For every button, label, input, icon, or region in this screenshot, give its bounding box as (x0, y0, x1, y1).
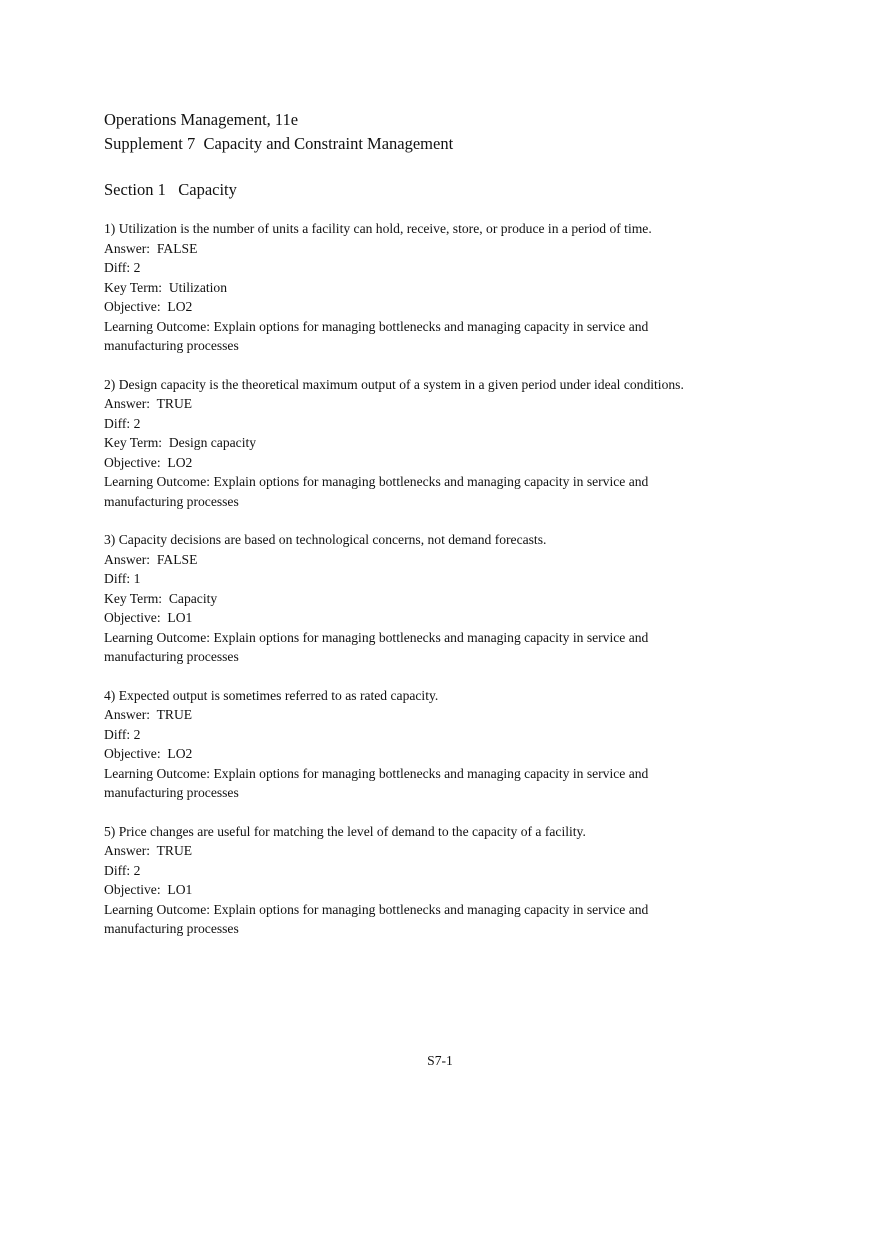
learning-outcome: Learning Outcome: Explain options for managing bottlenecks and managing capacity in service and manufacturing processes (104, 629, 649, 664)
question-item (104, 686, 704, 803)
question-list (104, 219, 704, 939)
answer: Answer: FALSE (104, 240, 198, 256)
answer: Answer: TRUE (104, 396, 193, 411)
difficulty: Diff: 2 (104, 862, 141, 878)
question-text: 4) Expected output is sometimes referred to as rated capacity. (104, 687, 439, 703)
answer: Answer: FALSE (104, 551, 198, 567)
key-term: Key Term: Capacity (104, 590, 218, 606)
difficulty: Diff: 2 (104, 415, 141, 431)
question-text: 5) Price changes are useful for matching the level of demand to the capacity of a facility. (104, 823, 586, 839)
question-text: 2) Design capacity is the theoretical maximum output of a system in a given period under ideal conditions. (104, 376, 684, 392)
objective: Objective: LO2 (104, 299, 193, 314)
page-number: S7-1 (427, 1053, 453, 1068)
section-title: Section 1 Capacity (104, 180, 237, 199)
key-term: Key Term: Utilization (104, 279, 228, 295)
key-term: Key Term: Design capacity (104, 435, 257, 450)
objective: Objective: LO1 (104, 610, 193, 625)
question-text: 1) Utilization is the number of units a facility can hold, receive, store, or produce in a period of time. (104, 221, 652, 236)
difficulty: Diff: 2 (104, 260, 141, 275)
learning-outcome: Learning Outcome: Explain options for managing bottlenecks and managing capacity in service and manufacturing processes (104, 901, 649, 936)
document-page (104, 108, 704, 958)
objective: Objective: LO2 (104, 746, 193, 761)
question-item (104, 822, 704, 939)
book-title: Operations Management, 11e (104, 110, 299, 129)
objective: Objective: LO1 (104, 882, 193, 897)
difficulty: Diff: 1 (104, 571, 141, 586)
answer: Answer: TRUE (104, 843, 193, 858)
question-text: 3) Capacity decisions are based on technological concerns, not demand forecasts. (104, 532, 547, 547)
question-item (104, 530, 704, 667)
question-item (104, 219, 704, 356)
learning-outcome: Learning Outcome: Explain options for managing bottlenecks and managing capacity in service and manufacturing processes (104, 318, 649, 353)
supplement-title: Supplement 7 Capacity and Constraint Management (104, 134, 454, 153)
difficulty: Diff: 2 (104, 726, 141, 742)
learning-outcome: Learning Outcome: Explain options for managing bottlenecks and managing capacity in service and manufacturing processes (104, 474, 649, 509)
answer: Answer: TRUE (104, 707, 193, 722)
learning-outcome: Learning Outcome: Explain options for managing bottlenecks and managing capacity in service and manufacturing processes (104, 765, 649, 800)
question-item (104, 375, 704, 512)
objective: Objective: LO2 (104, 454, 193, 470)
